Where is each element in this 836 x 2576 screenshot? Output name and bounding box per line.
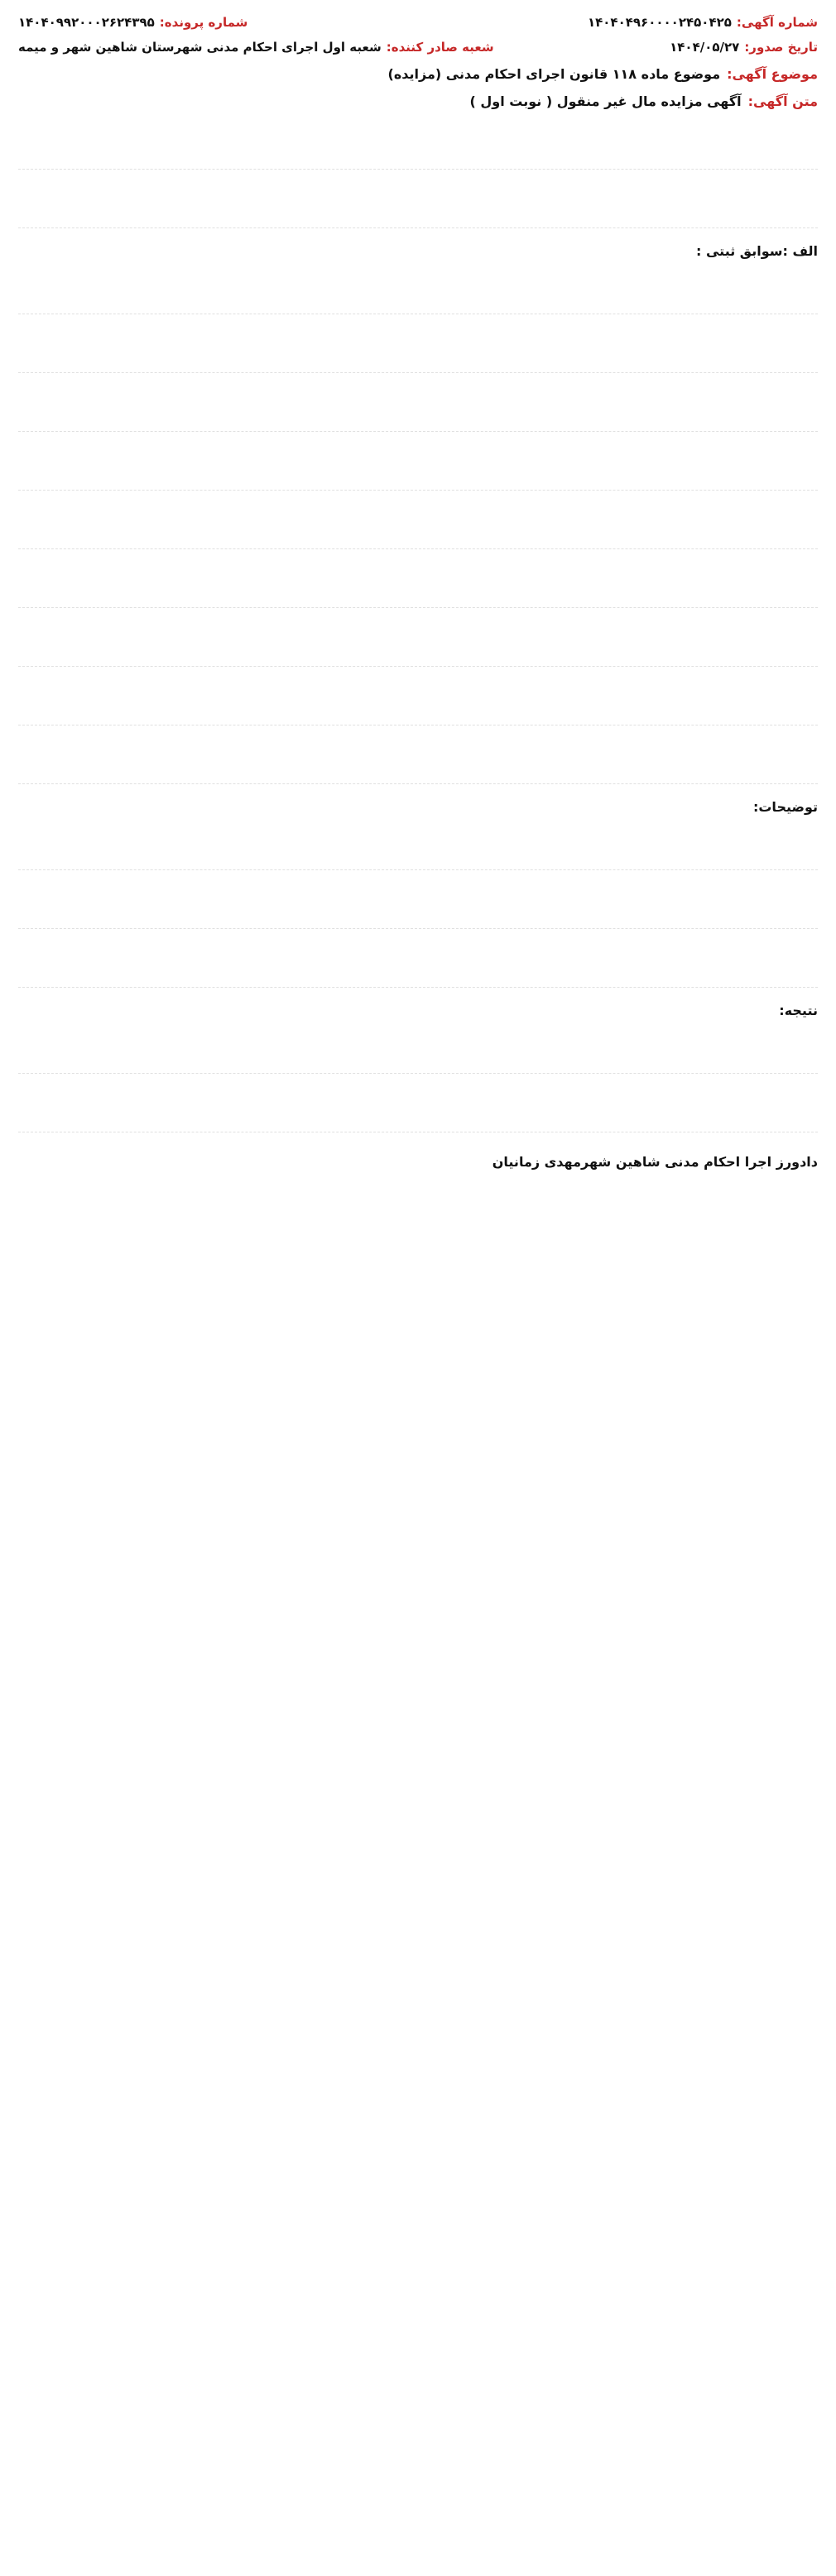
issue-date bbox=[670, 40, 818, 55]
paragraph bbox=[18, 180, 818, 228]
paragraph bbox=[18, 735, 818, 784]
signature: دادورز اجرا احکام مدنی شاهین شهرمهدی زمانیان bbox=[492, 1154, 818, 1170]
paragraph bbox=[18, 1084, 818, 1132]
section bbox=[18, 121, 818, 228]
document-body bbox=[18, 121, 818, 1132]
ad-number bbox=[588, 15, 818, 30]
paragraph bbox=[18, 383, 818, 432]
subject-row bbox=[18, 66, 818, 82]
meta-row-1 bbox=[18, 15, 818, 30]
issuing-branch-value: شعبه اول اجرای احکام مدنی شهرستان شاهین شهر و میمه bbox=[18, 40, 382, 55]
paragraph bbox=[18, 559, 818, 608]
section bbox=[18, 243, 818, 491]
paragraph bbox=[18, 121, 818, 170]
ad-title-row bbox=[18, 93, 818, 109]
paragraph bbox=[18, 500, 818, 549]
ad-number-value: ۱۴۰۴۰۴۹۶۰۰۰۰۲۴۵۰۴۲۵ bbox=[587, 15, 732, 30]
section-heading: الف :سوابق ثبتی : bbox=[696, 243, 818, 259]
section-heading: نتیجه: bbox=[779, 1003, 818, 1018]
case-number-value: ۱۴۰۴۰۹۹۲۰۰۰۲۶۲۴۳۹۵ bbox=[18, 15, 155, 30]
paragraph bbox=[18, 939, 818, 988]
paragraph bbox=[18, 677, 818, 725]
section bbox=[18, 618, 818, 784]
case-number bbox=[18, 15, 247, 30]
section bbox=[18, 799, 818, 988]
issuing-branch bbox=[18, 40, 494, 55]
section bbox=[18, 1003, 818, 1132]
issue-date-label: تاریخ صدور: bbox=[744, 40, 818, 55]
paragraph bbox=[18, 618, 818, 667]
paragraph bbox=[18, 821, 818, 870]
ad-number-label: شماره آگهی: bbox=[736, 15, 818, 30]
section bbox=[18, 500, 818, 608]
ad-label: متن آگهی: bbox=[747, 93, 818, 109]
ad-title: آگهی مزایده مال غیر منقول ( نوبت اول ) bbox=[469, 93, 742, 109]
meta-row-2 bbox=[18, 40, 818, 55]
paragraph bbox=[18, 1025, 818, 1074]
paragraph bbox=[18, 442, 818, 491]
case-number-label: شماره پرونده: bbox=[159, 15, 248, 30]
subject-value: موضوع ماده ۱۱۸ قانون اجرای احکام مدنی (مزایده) bbox=[387, 66, 721, 82]
subject-label: موضوع آگهی: bbox=[727, 66, 818, 82]
paragraph bbox=[18, 324, 818, 373]
issuing-branch-label: شعبه صادر کننده: bbox=[386, 40, 494, 55]
paragraph bbox=[18, 266, 818, 314]
issue-date-value: ۱۴۰۴/۰۵/۲۷ bbox=[670, 40, 740, 55]
section-heading: توضیحات: bbox=[752, 799, 818, 815]
paragraph bbox=[18, 880, 818, 929]
